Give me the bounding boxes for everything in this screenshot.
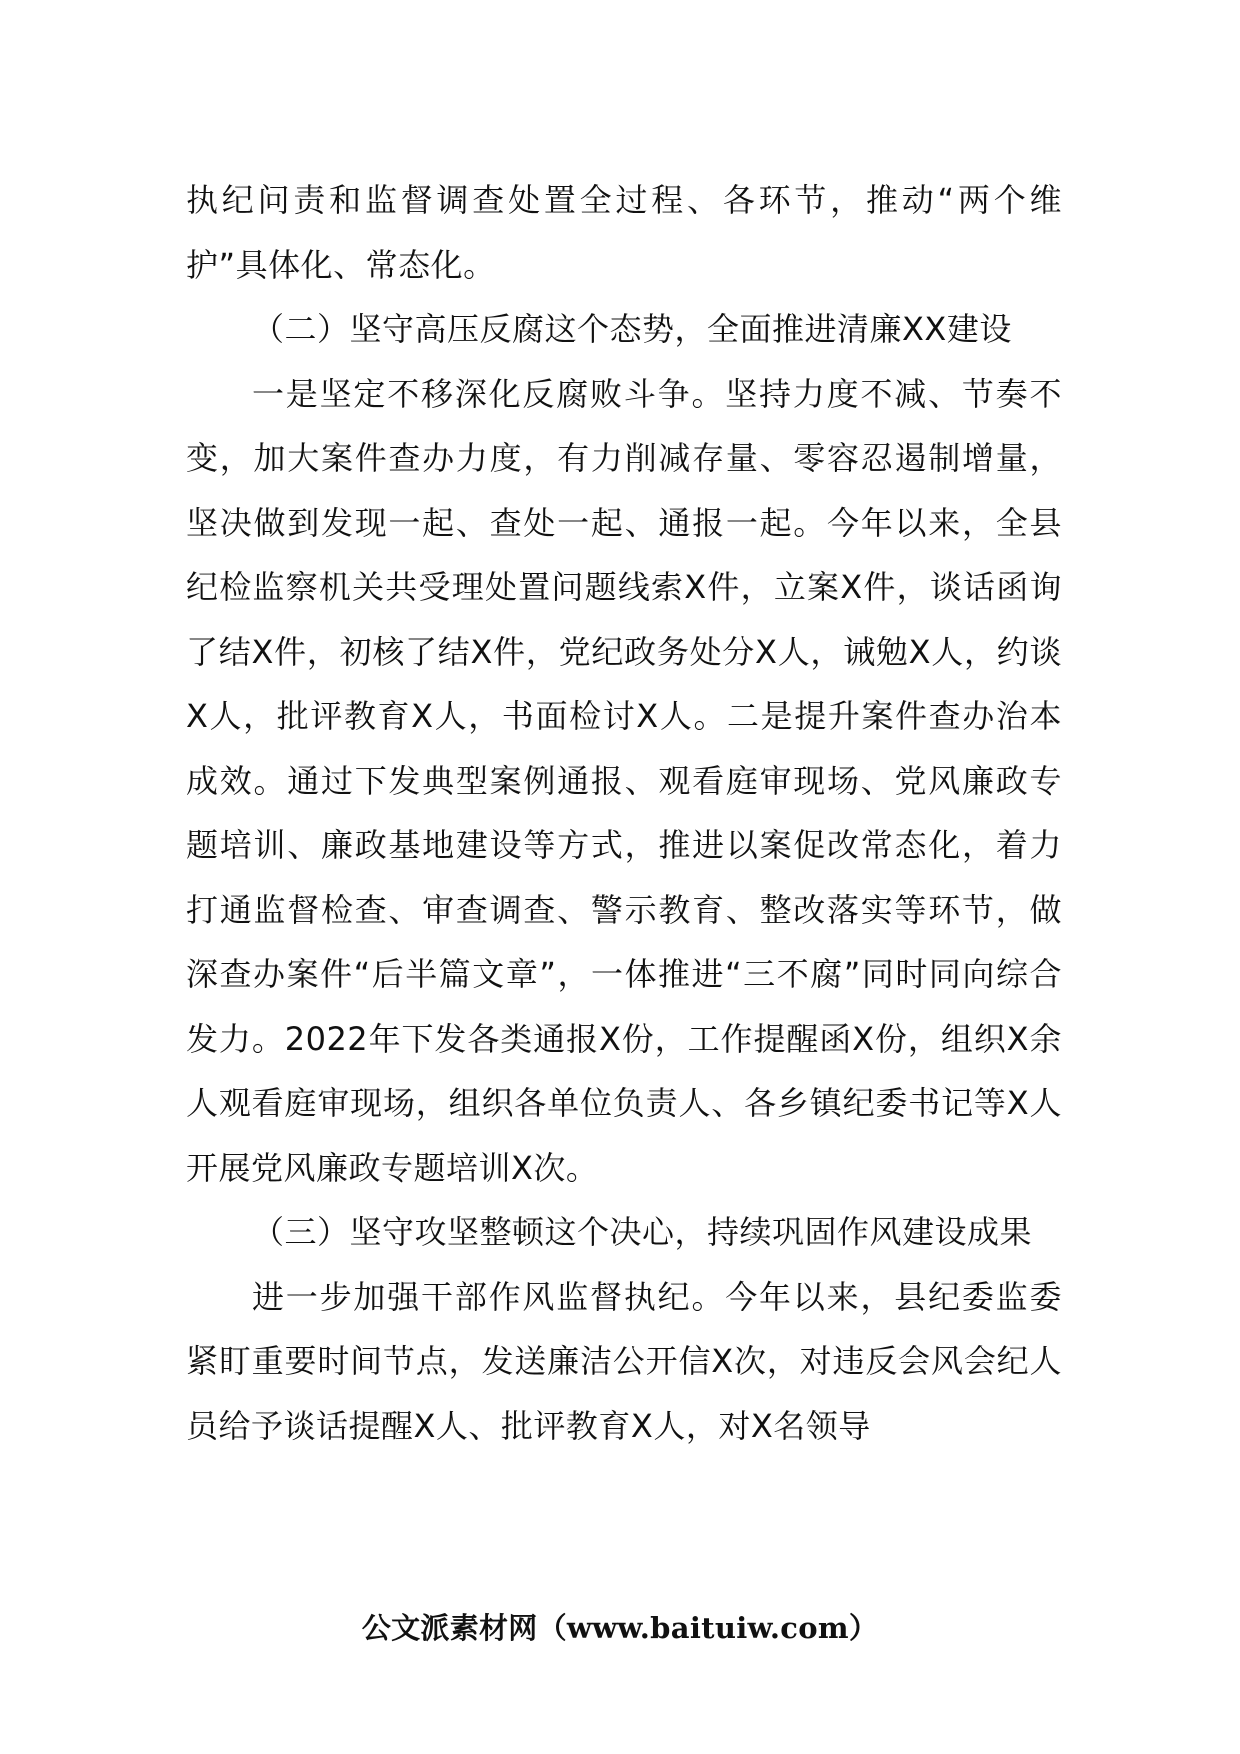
paragraph-work-style: 进一步加强干部作风监督执纪。今年以来，县纪委监委紧盯重要时间节点，发送廉洁公开信X次，对违反会风会纪人员给予谈话提醒X人、批评教育X人，对X名领导 <box>186 1277 1062 1445</box>
paragraph-anti-corruption: 一是坚定不移深化反腐败斗争。坚持力度不减、节奏不变，加大案件查办力度，有力削减存量、零容忍遏制增量，坚决做到发现一起、查处一起、通报一起。今年以来，全县纪检监察机关共受理处置问题线索X件，立案X件，谈话函询了结X件，初核了结X件，党纪政务处分X人，诫勉X人，约谈X人，批评教育X人，书面检讨X人。二是提升案件查办治本成效。通过下发典型案例通报、观看庭审现场、党风廉政专题培训、廉政基地建设等方式，推进以案促改常态化，着力打通监督检查、审查调查、警示教育、整改落实等环节，做深查办案件“后半篇文章”，一体推进“三不腐”同时同向综合发力。2022年下发各类通报X份，工作提醒函X份，组织X余人观看庭审现场，组织各单位负责人、各乡镇纪委书记等X人开展党风廉政专题培训X次。 <box>186 374 1062 1187</box>
footer-watermark: 公文派素材网（www.baituiw.com） <box>361 1611 879 1645</box>
document-body <box>186 168 1062 1458</box>
section-heading-two: （二）坚守高压反腐这个态势，全面推进清廉XX建设 <box>252 310 1012 348</box>
section-heading-three: （三）坚守攻坚整顿这个决心，持续巩固作风建设成果 <box>252 1213 1033 1251</box>
paragraph-continuation: 执纪问责和监督调查处置全过程、各环节，推动“两个维护”具体化、常态化。 <box>186 181 1062 284</box>
